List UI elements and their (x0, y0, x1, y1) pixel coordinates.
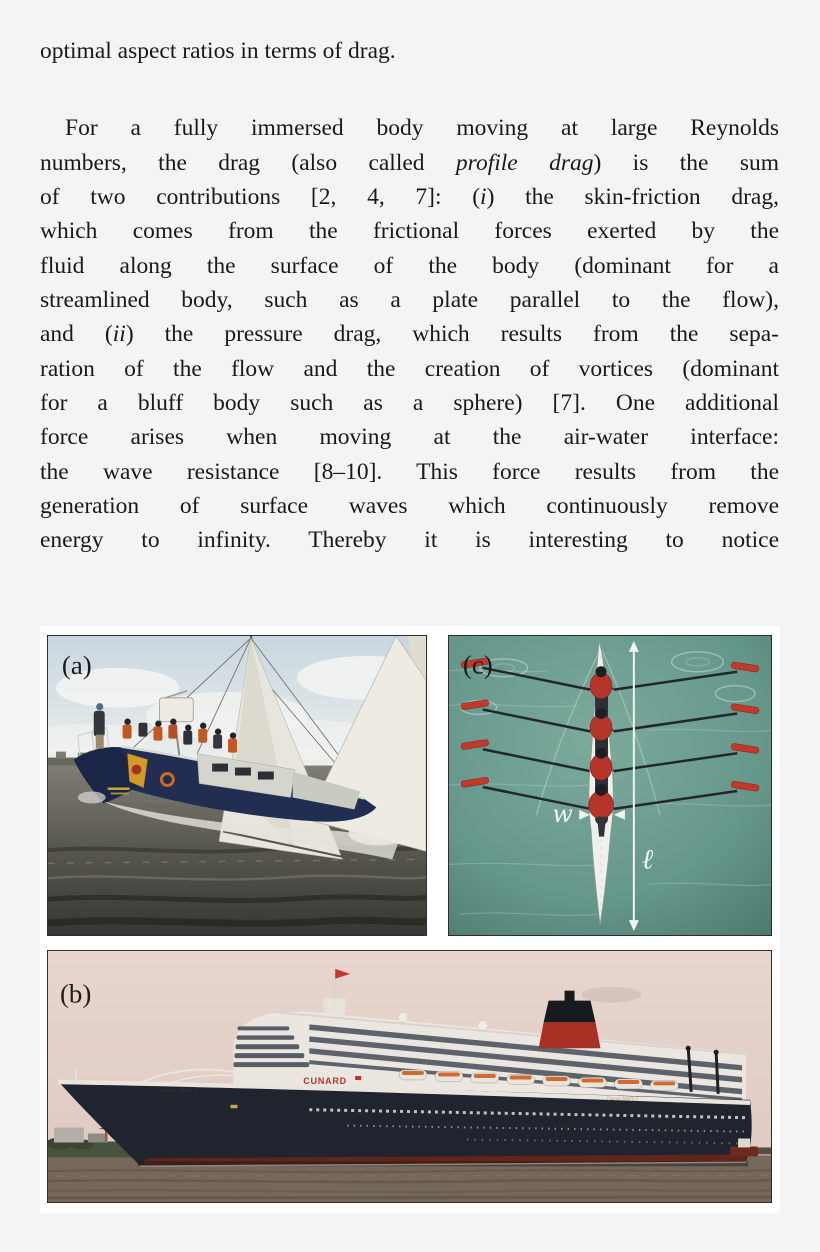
text-line (40, 455, 779, 489)
text-segment: ) is the sum (593, 149, 779, 176)
stern-foam (78, 791, 106, 803)
bow-crest (230, 1105, 237, 1108)
transom-lettering (111, 792, 129, 794)
text-segment: ) the pressure drag, which results from the sepa- (125, 321, 779, 348)
text-segment: for a bluff body such as a sphere) [7]. One additional (40, 389, 779, 416)
figure-panel-b (47, 950, 772, 1203)
radar-dome (398, 1013, 408, 1023)
text-line (40, 386, 779, 420)
text-segment: generation of surface waves which continuously remove (40, 492, 779, 519)
pennant-emblem (132, 765, 142, 775)
text-segment: fluid along the surface of the body (dominant for a (40, 252, 779, 279)
text-line (40, 111, 779, 145)
width-symbol: w (552, 799, 573, 828)
text-segment-italic: i (480, 183, 487, 210)
panel-label-b: (b) (59, 978, 92, 1009)
stern-name-text: Queen Mary 2 (606, 1095, 639, 1102)
figure-block (40, 626, 780, 1213)
article-text-column (40, 34, 779, 558)
text-segment-italic: ii (112, 321, 126, 348)
paragraph-continuation (40, 34, 779, 68)
figure-panel-c (448, 635, 772, 936)
text-segment: streamlined body, such as a plate parallel to the flow), (40, 286, 779, 313)
text-segment: of two contributions [2, 4, 7]: ( (40, 183, 481, 210)
text-line (40, 146, 779, 180)
text-line (40, 420, 779, 454)
radar-dome (478, 1020, 488, 1030)
paragraph-main (40, 111, 779, 557)
text-line (40, 489, 779, 523)
panel-label-c: (c) (462, 649, 493, 680)
radar-dome (159, 698, 193, 722)
text-segment: the wave resistance [8–10]. This force results from the (40, 458, 779, 485)
text-line (40, 283, 779, 317)
bow-name-text: Queen Mary 2 (159, 1086, 198, 1094)
text-line (40, 214, 779, 248)
text-segment: which comes from the frictional forces exerted by the (40, 218, 779, 245)
funnel-smoke (582, 987, 642, 1003)
text-segment: ) the skin-friction drag, (486, 183, 779, 210)
text-segment: force arises when moving at the air-water interface: (40, 424, 779, 451)
text-segment: ration of the flow and the creation of vortices (dominant (40, 355, 779, 382)
text-line (40, 317, 779, 351)
sailboat-photo (48, 636, 426, 935)
text-line (40, 180, 779, 214)
text-line (40, 352, 779, 386)
text-line (40, 523, 779, 557)
spray (348, 821, 408, 845)
text-segment: optimal aspect ratios in terms of drag. (40, 38, 396, 64)
shore-building (56, 752, 66, 759)
brand-flag-icon (355, 1076, 361, 1080)
rowing-shell-photo (449, 636, 771, 935)
cunard-brand-text: CUNARD (303, 1075, 347, 1086)
transom-lettering (108, 787, 130, 789)
figure-panel-a (47, 635, 427, 936)
text-line (40, 34, 779, 68)
text-line (40, 249, 779, 283)
text-segment: and ( (40, 321, 113, 348)
text-segment: energy to infinity. Thereby it is interesting to notice (40, 527, 779, 554)
panel-label-a: (a) (61, 649, 92, 680)
text-segment: numbers, the drag (also called (40, 149, 456, 176)
text-segment: For a fully immersed body moving at large Reynolds (65, 115, 779, 142)
length-symbol: ℓ (641, 842, 654, 876)
text-segment-italic: profile drag (455, 149, 594, 176)
ocean-liner-photo (48, 951, 771, 1202)
